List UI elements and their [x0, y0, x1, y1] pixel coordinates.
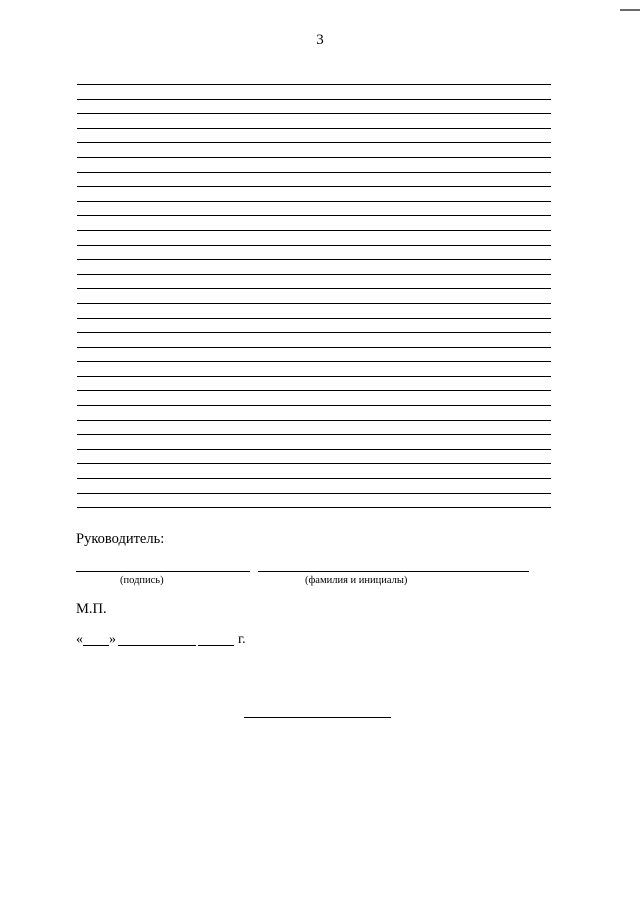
ruled-line [77, 245, 551, 246]
ruled-line [77, 361, 551, 362]
ruled-line [77, 318, 551, 319]
name-line [258, 571, 529, 572]
ruled-line [77, 390, 551, 391]
ruled-line [77, 201, 551, 202]
ruled-line [77, 128, 551, 129]
ruled-line [77, 347, 551, 348]
ruled-line [77, 186, 551, 187]
ruled-line [77, 99, 551, 100]
ruled-line [77, 332, 551, 333]
ruled-line [77, 84, 551, 85]
ruled-line [77, 493, 551, 494]
ruled-line [77, 420, 551, 421]
ruled-line [77, 215, 551, 216]
signature-line [76, 571, 250, 572]
ruled-line [77, 142, 551, 143]
signature-caption: (подпись) [120, 575, 164, 586]
date-open-quote: « [76, 632, 83, 647]
ruled-line [77, 113, 551, 114]
ruled-line [77, 405, 551, 406]
ruled-line [77, 463, 551, 464]
date-month-blank [118, 645, 196, 646]
bottom-rule [244, 717, 391, 718]
date-close-quote: » [109, 632, 116, 647]
date-day-blank [83, 645, 109, 646]
date-year-blank [198, 645, 234, 646]
page-edge-mark [620, 9, 640, 11]
page-number: 3 [316, 32, 324, 48]
ruled-line [77, 478, 551, 479]
ruled-line [77, 288, 551, 289]
ruled-line [77, 449, 551, 450]
ruled-line [77, 230, 551, 231]
stamp-label: М.П. [76, 601, 107, 617]
ruled-lines-block [77, 84, 551, 508]
ruled-line [77, 434, 551, 435]
ruled-line [77, 303, 551, 304]
ruled-line [77, 259, 551, 260]
ruled-line [77, 376, 551, 377]
ruled-line [77, 157, 551, 158]
ruled-line [77, 507, 551, 508]
head-label: Руководитель: [76, 531, 165, 547]
name-caption: (фамилия и инициалы) [305, 575, 408, 586]
date-year-suffix: г. [238, 632, 246, 647]
ruled-line [77, 172, 551, 173]
ruled-line [77, 274, 551, 275]
